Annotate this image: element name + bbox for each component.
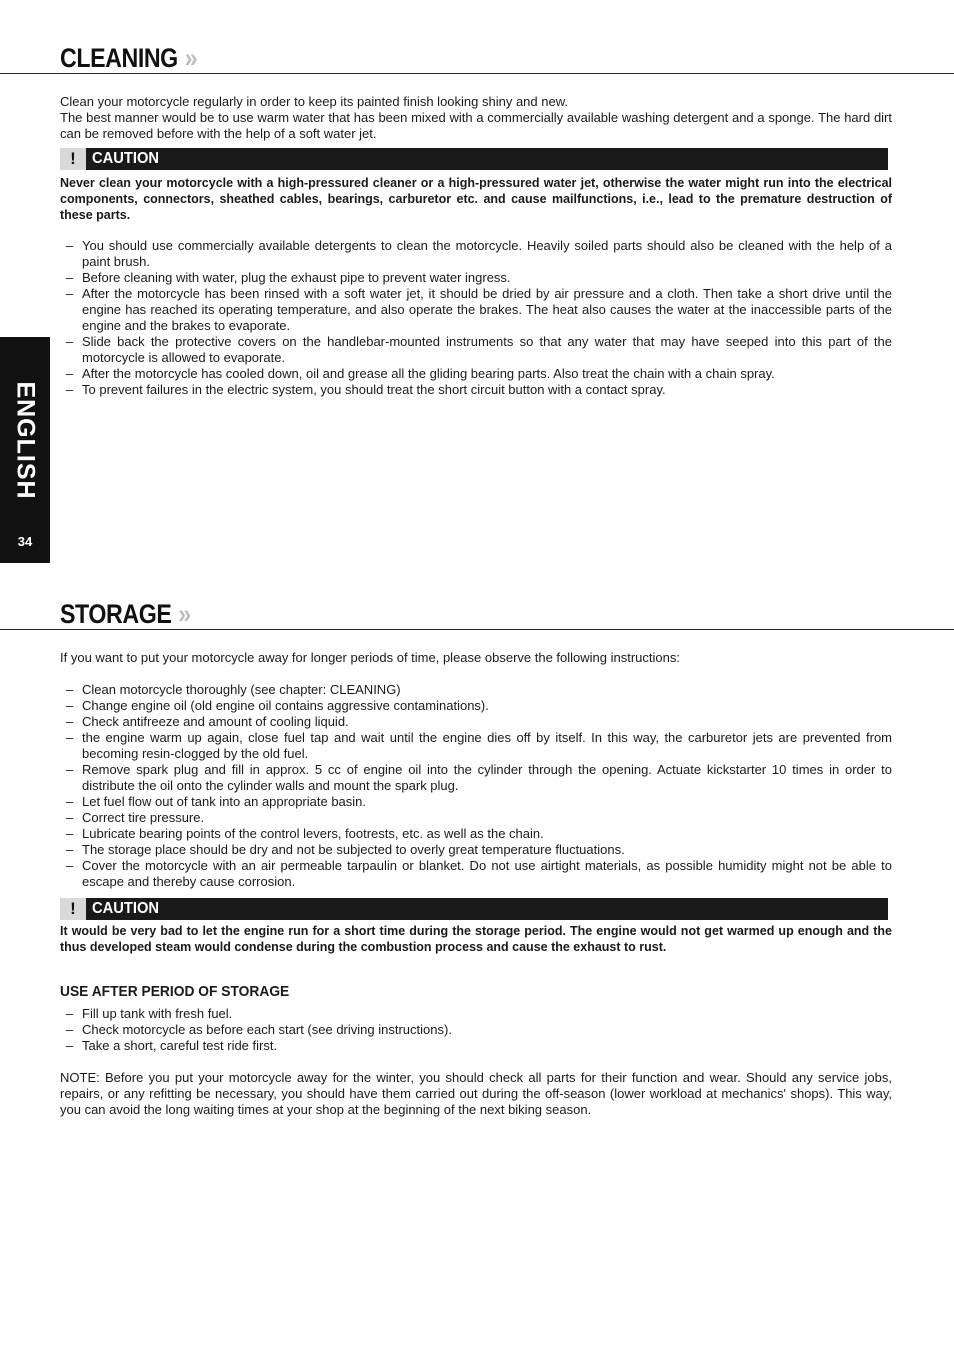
storage-title bbox=[60, 599, 191, 629]
list-item: – Change engine oil (old engine oil contains aggressive contaminations). bbox=[60, 698, 892, 714]
list-item: – You should use commercially available detergents to clean the motorcycle. Heavily soiled parts should also be cleaned with the help of a paint brush. bbox=[60, 238, 892, 270]
list-item: – After the motorcycle has cooled down, oil and grease all the gliding bearing parts. Also treat the chain with a chain spray. bbox=[60, 366, 892, 382]
cleaning-title-text: CLEANING bbox=[60, 43, 178, 73]
caution-label: CAUTION bbox=[92, 900, 160, 917]
list-item: – To prevent failures in the electric system, you should treat the short circuit button with a contact spray. bbox=[60, 382, 892, 398]
exclamation-icon: ! bbox=[60, 148, 86, 170]
chevron-icon: » bbox=[184, 43, 198, 73]
language-label-wrap bbox=[8, 380, 42, 500]
cleaning-list-block bbox=[60, 238, 892, 398]
storage-intro: If you want to put your motorcycle away for longer periods of time, please observe the following instructions: bbox=[60, 650, 680, 665]
storage-caution-text: It would be very bad to let the engine run for a short time during the storage period. The engine would not get warmed up enough and the thus developed steam would condense during the combustion process and cause the exhaust to rust. bbox=[60, 924, 892, 954]
storage-caution-bar bbox=[60, 898, 888, 920]
list-item: – Take a short, careful test ride first. bbox=[60, 1038, 892, 1054]
chevron-icon: » bbox=[178, 599, 191, 629]
caution-label: CAUTION bbox=[92, 150, 160, 167]
after-storage-list-block bbox=[60, 1006, 892, 1054]
storage-header bbox=[0, 596, 954, 630]
exclamation-icon: ! bbox=[60, 898, 86, 920]
storage-list-block bbox=[60, 682, 892, 890]
after-storage-heading: USE AFTER PERIOD OF STORAGE bbox=[60, 983, 290, 1000]
list-item: – The storage place should be dry and not be subjected to overly great temperature fluctuations. bbox=[60, 842, 892, 858]
language-side-tab bbox=[0, 337, 50, 563]
list-item: – Cover the motorcycle with an air permeable tarpaulin or blanket. Do not use airtight materials, as possible humidity might not be able to escape and thereby cause corrosion. bbox=[60, 858, 892, 890]
list-item: – Fill up tank with fresh fuel. bbox=[60, 1006, 892, 1022]
list-item: – the engine warm up again, close fuel tap and wait until the engine dies off by itself. In this way, the carburetor jets are prevented from becoming resin-clogged by the old fuel. bbox=[60, 730, 892, 762]
cleaning-caution-text: Never clean your motorcycle with a high-pressured cleaner or a high-pressured water jet, otherwise the water might run into the electrical components, connectors, sheathed cables, bearings, carburetor etc. and cause mailfunctions, i.e., lead to the premature destruction of these parts. bbox=[60, 176, 892, 222]
storage-title-text: STORAGE bbox=[60, 599, 172, 629]
list-item: – Slide back the protective covers on the handlebar-mounted instruments so that any water that may have seeped into this part of the motorcycle is allowed to evaporate. bbox=[60, 334, 892, 366]
cleaning-title bbox=[60, 43, 197, 73]
list-item: – After the motorcycle has been rinsed with a soft water jet, it should be dried by air pressure and a cloth. Then take a short drive until the engine has reached its operating temperature, and also operate the brakes. The heat also causes the water at the inaccessible parts of the engine and the brakes to evaporate. bbox=[60, 286, 892, 334]
storage-note: NOTE: Before you put your motorcycle away for the winter, you should check all parts for their function and wear. Should any service jobs, repairs, or any refitting be necessary, you should have them carried out during the off-season (lower workload at mechanics' shops). This way, you can avoid the long waiting times at your shop at the beginning of the next biking season. bbox=[60, 1070, 892, 1117]
cleaning-list bbox=[60, 238, 892, 398]
list-item: – Check motorcycle as before each start (see driving instructions). bbox=[60, 1022, 892, 1038]
cleaning-intro-line-2: The best manner would be to use warm water that has been mixed with a commercially available washing detergent and a sponge. The hard dirt can be removed before with the help of a soft water jet. bbox=[60, 110, 892, 141]
language-label: ENGLISH bbox=[11, 380, 40, 500]
list-item: – Check antifreeze and amount of cooling liquid. bbox=[60, 714, 892, 730]
page-number: 34 bbox=[17, 534, 33, 549]
list-item: – Before cleaning with water, plug the exhaust pipe to prevent water ingress. bbox=[60, 270, 892, 286]
list-item: – Let fuel flow out of tank into an appropriate basin. bbox=[60, 794, 892, 810]
list-item: – Remove spark plug and fill in approx. 5 cc of engine oil into the cylinder through the opening. Actuate kickstarter 10 times in order to distribute the oil onto the cylinder walls and mount the spark plug. bbox=[60, 762, 892, 794]
cleaning-intro-line-1: Clean your motorcycle regularly in order to keep its painted finish looking shiny and new. bbox=[60, 94, 568, 109]
cleaning-caution-bar bbox=[60, 148, 888, 170]
storage-list bbox=[60, 682, 892, 890]
cleaning-header bbox=[0, 40, 954, 74]
list-item: – Lubricate bearing points of the control levers, footrests, etc. as well as the chain. bbox=[60, 826, 892, 842]
after-storage-list bbox=[60, 1006, 892, 1054]
list-item: – Correct tire pressure. bbox=[60, 810, 892, 826]
cleaning-intro bbox=[60, 94, 892, 142]
list-item: – Clean motorcycle thoroughly (see chapter: CLEANING) bbox=[60, 682, 892, 698]
